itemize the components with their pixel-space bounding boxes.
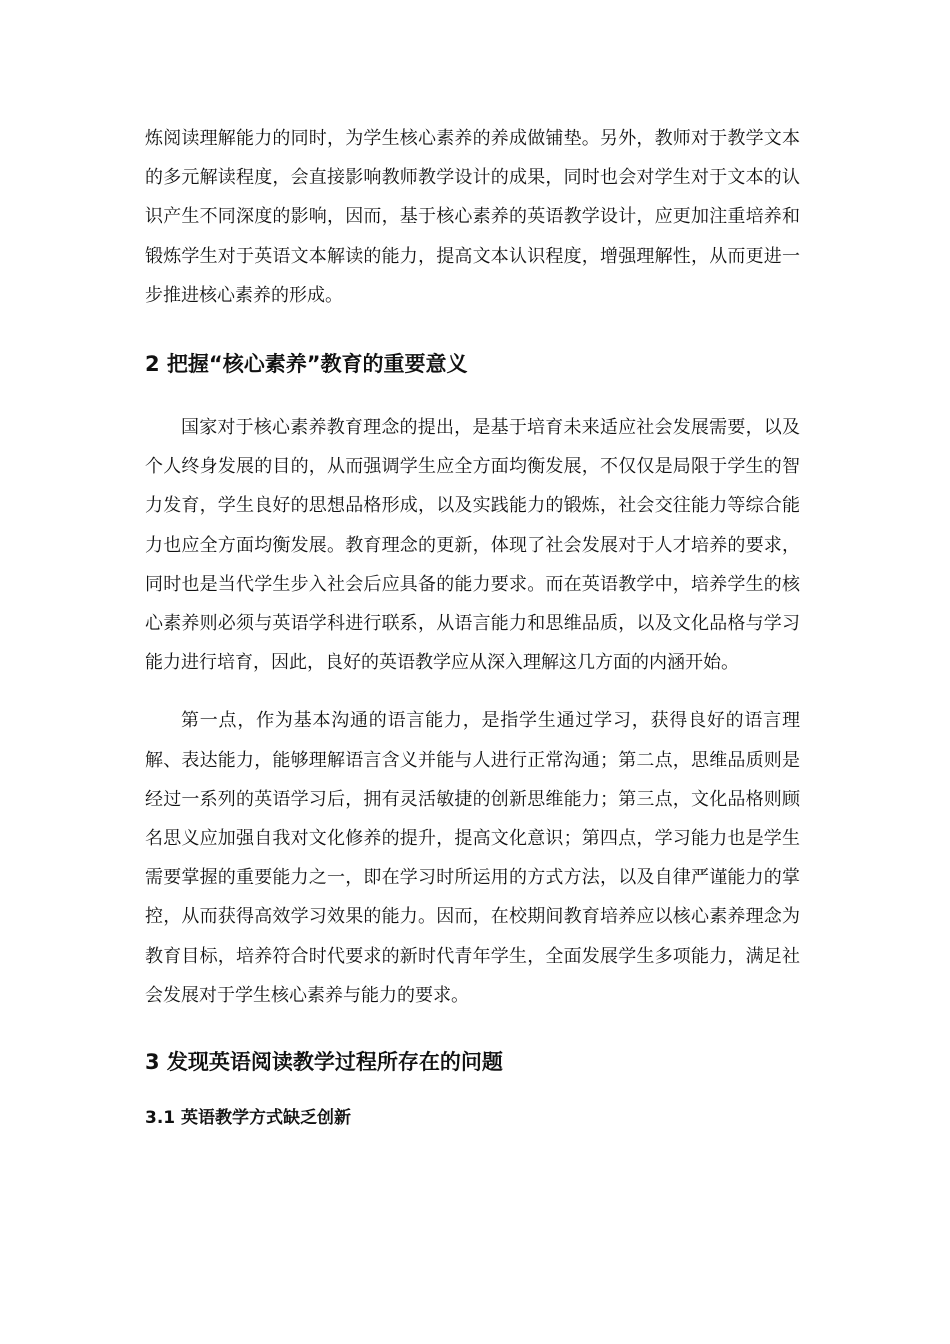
section-2-paragraph-2: 第一点，作为基本沟通的语言能力，是指学生通过学习，获得良好的语言理解、表达能力，能够理解语言含义并能与人进行正常沟通；第二点，思维品质则是经过一系列的英语学习后，拥有灵活敏捷的创新思维能力；第三点，文化品格则顾名思义应加强自我对文化修养的提升，提高文化意识；第四点，学习能力也是学生需要掌握的重要能力之一，即在学习时所运用的方式方法，以及自律严谨能力的掌控，从而获得高效学习效果的能力。因而，在校期间教育培养应以核心素养理念为教育目标，培养符合时代要求的新时代青年学生，全面发展学生多项能力，满足社会发展对于学生核心素养与能力的要求。 — [145, 710, 800, 1006]
section-3-heading: 3 发现英语阅读教学过程所存在的问题 — [145, 1050, 503, 1075]
section-2-heading: 2 把握“核心素养”教育的重要意义 — [145, 352, 468, 377]
intro-paragraph: 炼阅读理解能力的同时，为学生核心素养的养成做铺垫。另外，教师对于教学文本的多元解读程度，会直接影响教师教学设计的成果，同时也会对学生对于文本的认识产生不同深度的影响，因而，基于核心素养的英语教学设计，应更加注重培养和锻炼学生对于英语文本解读的能力，提高文本认识程度，增强理解性，从而更进一步推进核心素养的形成。 — [145, 128, 800, 306]
section-3-1-heading: 3.1 英语教学方式缺乏创新 — [145, 1108, 352, 1129]
section-2-paragraph-1: 国家对于核心素养教育理念的提出，是基于培育未来适应社会发展需要，以及个人终身发展的目的，从而强调学生应全方面均衡发展，不仅仅是局限于学生的智力发育，学生良好的思想品格形成，以及实践能力的锻炼，社会交往能力等综合能力也应全方面均衡发展。教育理念的更新，体现了社会发展对于人才培养的要求，同时也是当代学生步入社会后应具备的能力要求。而在英语教学中，培养学生的核心素养则必须与英语学科进行联系，从语言能力和思维品质，以及文化品格与学习能力进行培育，因此，良好的英语教学应从深入理解这几方面的内涵开始。 — [145, 417, 800, 674]
